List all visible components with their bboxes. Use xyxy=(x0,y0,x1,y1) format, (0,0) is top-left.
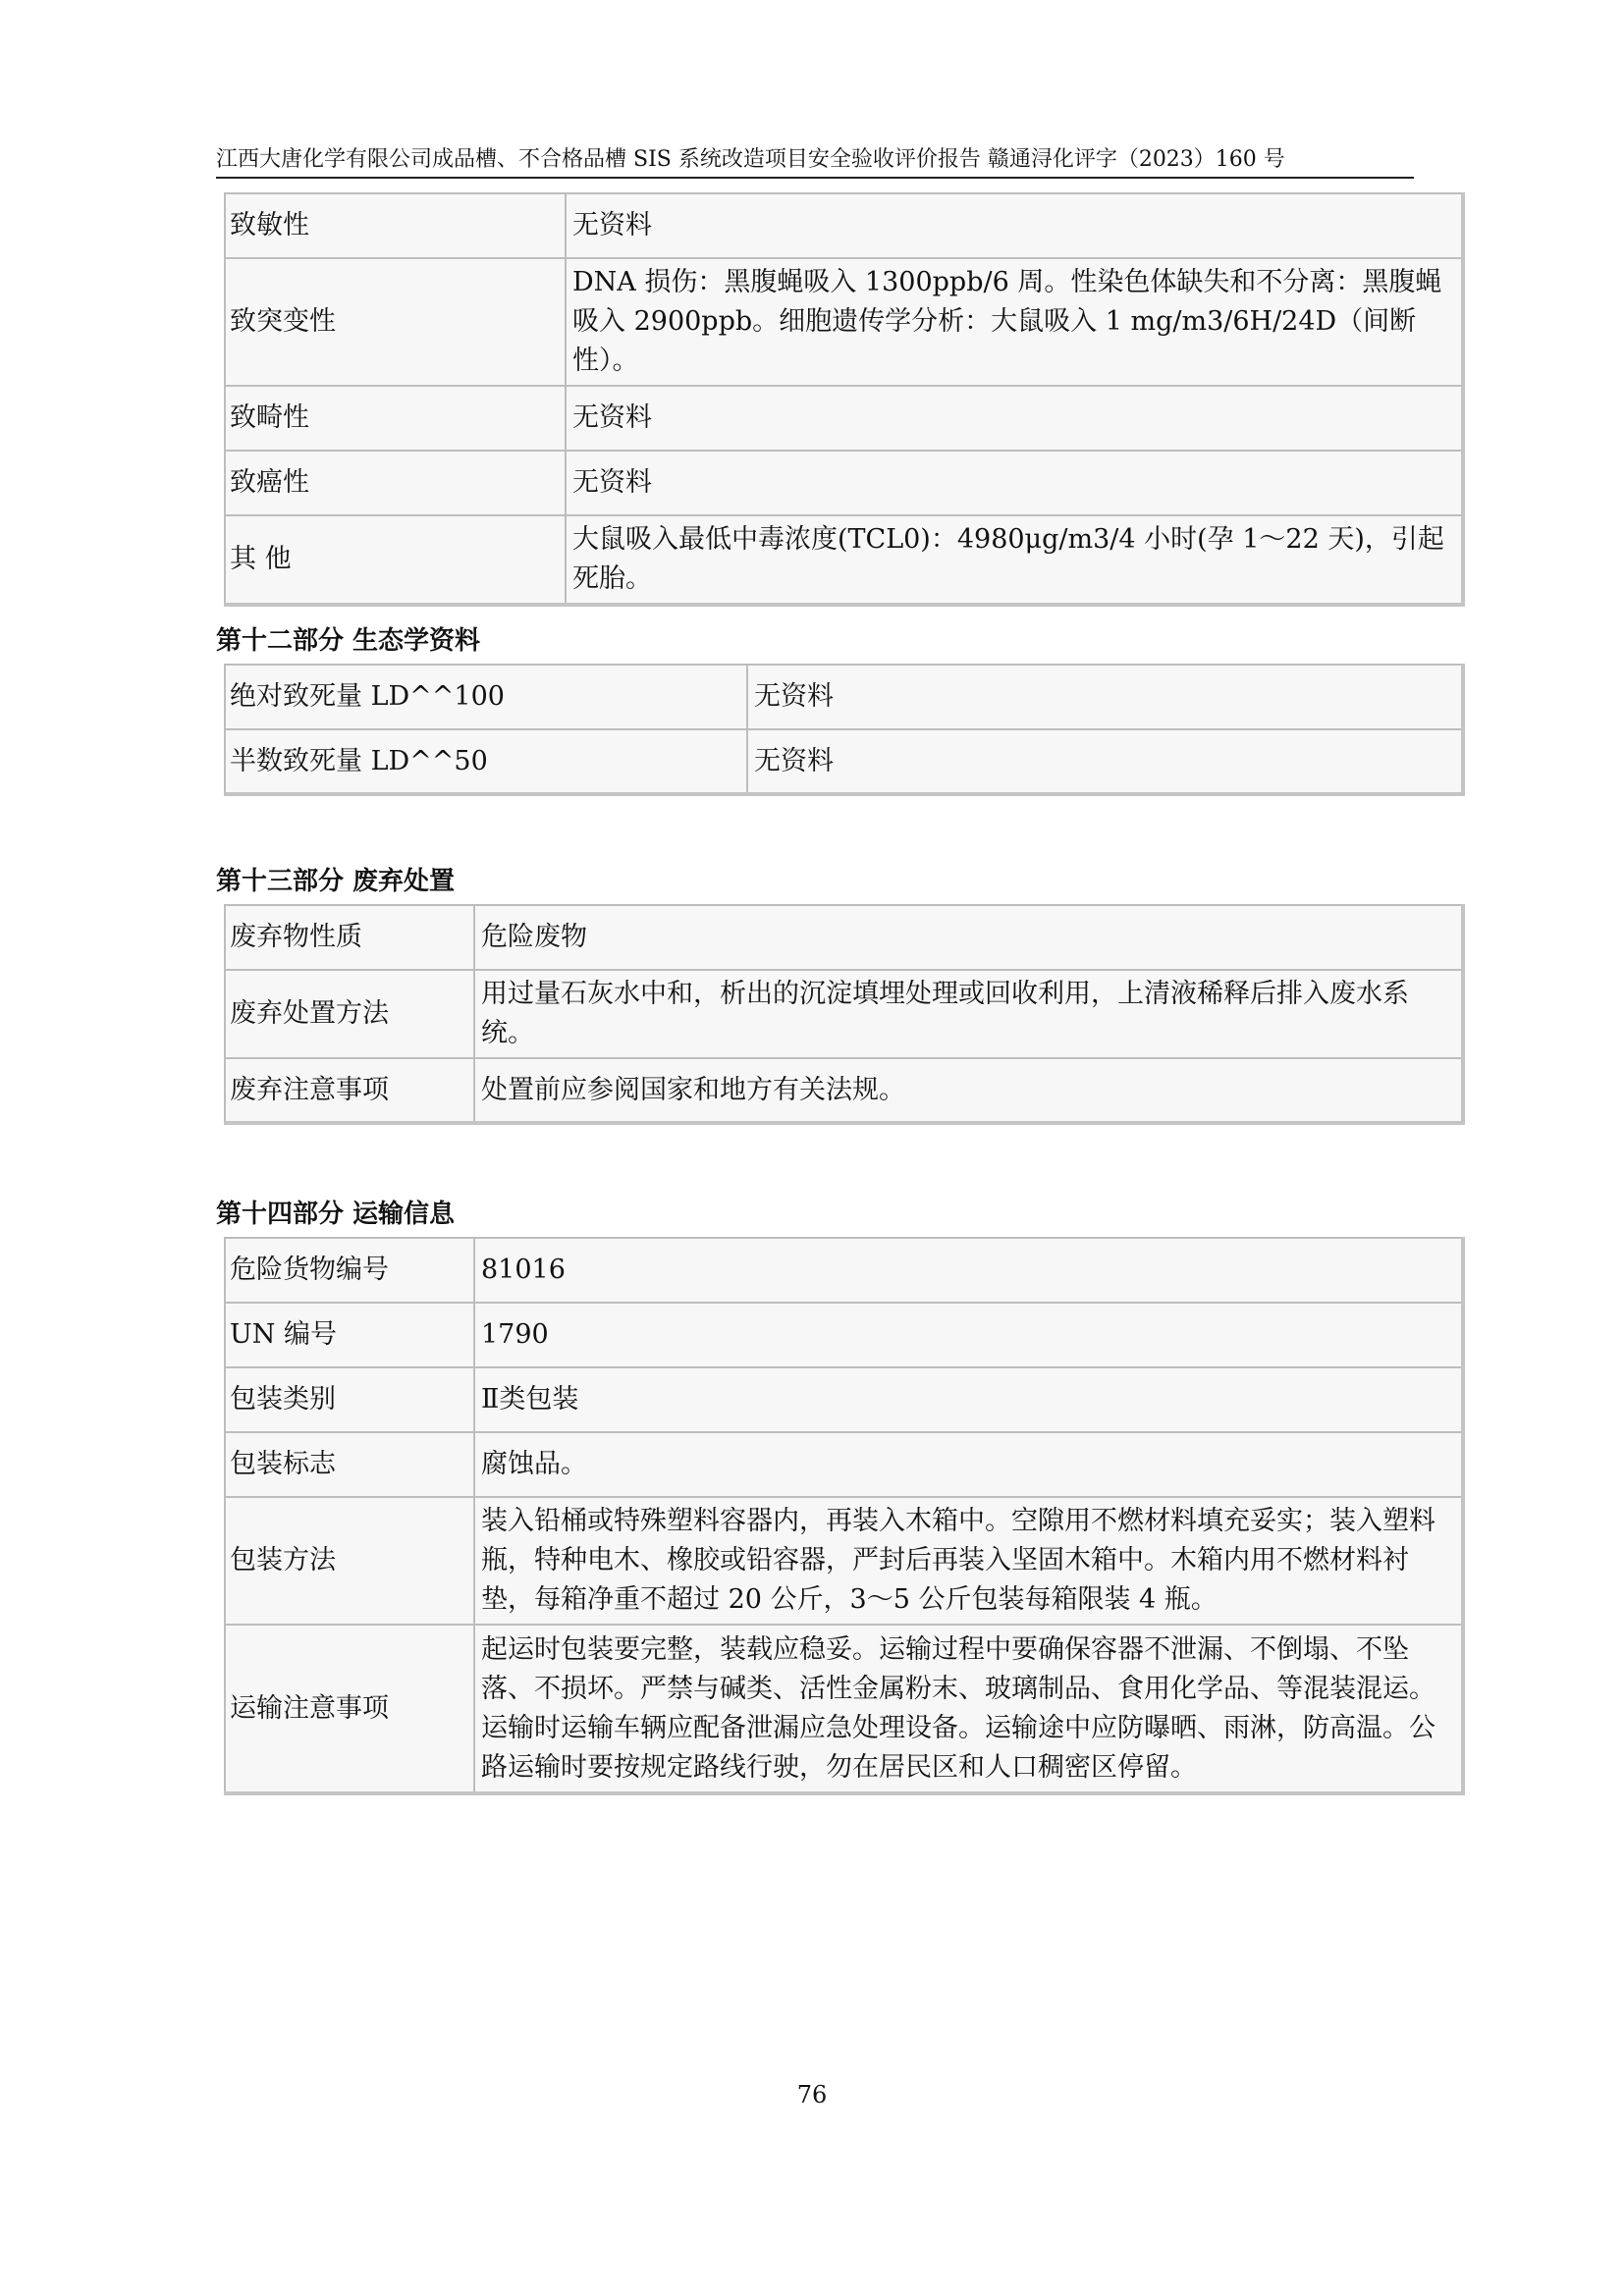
row-value: 用过量石灰水中和，析出的沉淀填埋处理或回收利用，上清液稀释后排入废水系统。 xyxy=(474,970,1463,1058)
row-label: 运输注意事项 xyxy=(225,1625,474,1793)
row-label: 绝对致死量 LD^^100 xyxy=(225,665,747,729)
table-row xyxy=(225,386,1463,451)
row-label: 致畸性 xyxy=(225,386,566,451)
row-value: 无资料 xyxy=(747,729,1463,794)
toxicity-table xyxy=(224,192,1465,607)
section-12-title: 第十二部分 生态学资料 xyxy=(216,626,481,656)
table-row xyxy=(225,515,1463,605)
row-value: 处置前应参阅国家和地方有关法规。 xyxy=(474,1058,1463,1123)
table-row xyxy=(225,665,1463,729)
row-label: 半数致死量 LD^^50 xyxy=(225,729,747,794)
row-value: 无资料 xyxy=(566,386,1463,451)
row-label: 包装标志 xyxy=(225,1432,474,1497)
row-label: 致敏性 xyxy=(225,193,566,258)
row-value: 无资料 xyxy=(566,451,1463,515)
table-row xyxy=(225,905,1463,970)
row-value: 装入铅桶或特殊塑料容器内，再装入木箱中。空隙用不燃材料填充妥实；装入塑料瓶，特种电木、橡胶或铅容器，严封后再装入坚固木箱中。木箱内用不燃材料衬垫，每箱净重不超过 20 公斤，3～5 公斤包装每箱限装 4 瓶。 xyxy=(474,1497,1463,1625)
row-label: 致癌性 xyxy=(225,451,566,515)
table-row xyxy=(225,1058,1463,1123)
table-row xyxy=(225,729,1463,794)
page-header: 江西大唐化学有限公司成品槽、不合格品槽 SIS 系统改造项目安全验收评价报告 赣通浔化评字（2023）160 号 xyxy=(216,145,1414,179)
row-value: 无资料 xyxy=(566,193,1463,258)
table-row xyxy=(225,1432,1463,1497)
table-row xyxy=(225,1367,1463,1432)
table-row xyxy=(225,1238,1463,1303)
row-value: 腐蚀品。 xyxy=(474,1432,1463,1497)
row-label: 废弃物性质 xyxy=(225,905,474,970)
table-row xyxy=(225,258,1463,386)
row-value: 无资料 xyxy=(747,665,1463,729)
table-row xyxy=(225,451,1463,515)
row-label: 其 他 xyxy=(225,515,566,605)
row-label: 包装方法 xyxy=(225,1497,474,1625)
table-row xyxy=(225,1303,1463,1367)
row-value: 大鼠吸入最低中毒浓度(TCL0)：4980μg/m3/4 小时(孕 1～22 天)，引起死胎。 xyxy=(566,515,1463,605)
row-value: Ⅱ类包装 xyxy=(474,1367,1463,1432)
row-value: 危险废物 xyxy=(474,905,1463,970)
row-label: 废弃注意事项 xyxy=(225,1058,474,1123)
row-value: DNA 损伤：黑腹蝇吸入 1300ppb/6 周。性染色体缺失和不分离：黑腹蝇吸入 2900ppb。细胞遗传学分析：大鼠吸入 1 mg/m3/6H/24D（间断性）。 xyxy=(566,258,1463,386)
row-label: 危险货物编号 xyxy=(225,1238,474,1303)
table-row xyxy=(225,1497,1463,1625)
row-value: 1790 xyxy=(474,1303,1463,1367)
row-label: 包装类别 xyxy=(225,1367,474,1432)
ecology-table xyxy=(224,664,1465,796)
disposal-table xyxy=(224,904,1465,1125)
page-number: 76 xyxy=(796,2081,828,2109)
table-row xyxy=(225,970,1463,1058)
table-row xyxy=(225,193,1463,258)
row-label: 废弃处置方法 xyxy=(225,970,474,1058)
transport-table xyxy=(224,1237,1465,1795)
row-label: 致突变性 xyxy=(225,258,566,386)
section-14-title: 第十四部分 运输信息 xyxy=(216,1200,456,1229)
row-label: UN 编号 xyxy=(225,1303,474,1367)
row-value: 起运时包装要完整，装载应稳妥。运输过程中要确保容器不泄漏、不倒塌、不坠落、不损坏。严禁与碱类、活性金属粉末、玻璃制品、食用化学品、等混装混运。运输时运输车辆应配备泄漏应急处理设备。运输途中应防曝晒、雨淋，防高温。公路运输时要按规定路线行驶，勿在居民区和人口稠密区停留。 xyxy=(474,1625,1463,1793)
table-row xyxy=(225,1625,1463,1793)
row-value: 81016 xyxy=(474,1238,1463,1303)
section-13-title: 第十三部分 废弃处置 xyxy=(216,867,456,896)
